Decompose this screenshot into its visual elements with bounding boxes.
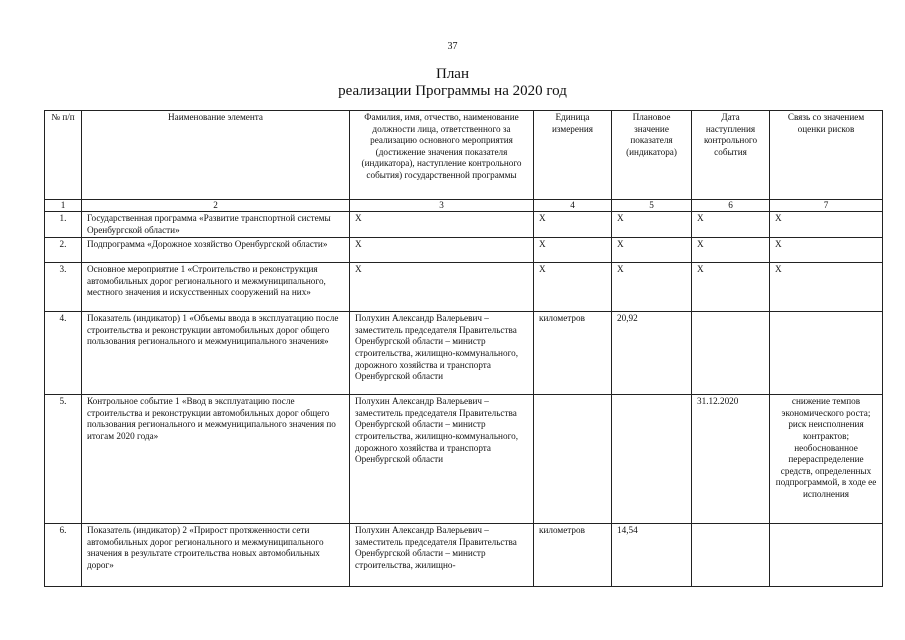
- header-planned: Плановое значение показателя (индикатора): [612, 111, 692, 200]
- header-date: Дата наступления контрольного события: [692, 111, 770, 200]
- row-date: [692, 312, 770, 395]
- row-date: Х: [692, 263, 770, 312]
- column-number: 1: [45, 200, 82, 212]
- table-row: [45, 524, 883, 587]
- row-number: 2.: [45, 238, 82, 263]
- row-name: Подпрограмма «Дорожное хозяйство Оренбургской области»: [82, 238, 350, 263]
- column-number-row: [45, 200, 883, 212]
- header-name: Наименование элемента: [82, 111, 350, 200]
- row-risk: Х: [770, 263, 883, 312]
- table-row: [45, 212, 883, 238]
- table-header-row: [45, 111, 883, 200]
- header-responsible: Фамилия, имя, отчество, наименование должности лица, ответственного за реализацию основного мероприятия (достижение значения показателя (индикатора), наступление контрольного события) государственной программы: [350, 111, 534, 200]
- row-responsible: Полухин Александр Валерьевич – заместитель председателя Правительства Оренбургской области – министр строительства, жилищно-: [350, 524, 534, 587]
- row-name: Контрольное событие 1 «Ввод в эксплуатацию после строительства и реконструкции автомобильных дорог общего пользования регионального и межмуниципального значения по итогам 2020 года»: [82, 395, 350, 524]
- header-num: № п/п: [45, 111, 82, 200]
- plan-table: [44, 110, 883, 587]
- page-number: 37: [447, 41, 458, 52]
- row-responsible: Полухин Александр Валерьевич – заместитель председателя Правительства Оренбургской области – министр строительства, жилищно-коммунального, дорожного хозяйства и транспорта Оренбургской области: [350, 312, 534, 395]
- row-planned: 20,92: [612, 312, 692, 395]
- header-unit: Единица измерения: [534, 111, 612, 200]
- table-row: [45, 238, 883, 263]
- row-unit: Х: [534, 212, 612, 238]
- row-planned: Х: [612, 238, 692, 263]
- row-risk: снижение темпов экономического роста; риск неисполнения контрактов; необоснованное перераспределение средств, определенных подпрограммой, в ходе ее исполнения: [770, 395, 883, 524]
- row-number: 1.: [45, 212, 82, 238]
- table-row: [45, 395, 883, 524]
- row-responsible: Х: [350, 238, 534, 263]
- row-number: 4.: [45, 312, 82, 395]
- row-unit: километров: [534, 524, 612, 587]
- column-number: 3: [350, 200, 534, 212]
- column-number: 6: [692, 200, 770, 212]
- row-date: 31.12.2020: [692, 395, 770, 524]
- row-risk: Х: [770, 212, 883, 238]
- table-row: [45, 312, 883, 395]
- header-risk: Связь со значением оценки рисков: [770, 111, 883, 200]
- column-number: 5: [612, 200, 692, 212]
- title-line-1: План: [435, 66, 469, 82]
- row-planned: Х: [612, 263, 692, 312]
- page-title: [0, 66, 905, 100]
- row-risk: [770, 312, 883, 395]
- row-date: Х: [692, 238, 770, 263]
- row-planned: [612, 395, 692, 524]
- column-number: 2: [82, 200, 350, 212]
- row-number: 6.: [45, 524, 82, 587]
- title-line-2: реализации Программы на 2020 год: [338, 83, 567, 99]
- row-name: Показатель (индикатор) 1 «Объемы ввода в эксплуатацию после строительства и реконструкции автомобильных дорог общего пользования регионального и межмуниципального значения»: [82, 312, 350, 395]
- column-number: 7: [770, 200, 883, 212]
- row-name: Основное мероприятие 1 «Строительство и реконструкция автомобильных дорог регионального и межмуниципального, местного значения и искусственных сооружений на них»: [82, 263, 350, 312]
- row-name: Государственная программа «Развитие транспортной системы Оренбургской области»: [82, 212, 350, 238]
- row-unit: километров: [534, 312, 612, 395]
- row-responsible: Х: [350, 263, 534, 312]
- row-name: Показатель (индикатор) 2 «Прирост протяженности сети автомобильных дорог регионального и межмуниципального значения в результате строительства новых автомобильных дорог»: [82, 524, 350, 587]
- column-number: 4: [534, 200, 612, 212]
- row-responsible: Полухин Александр Валерьевич – заместитель председателя Правительства Оренбургской области – министр строительства, жилищно-коммунального, дорожного хозяйства и транспорта Оренбургской области: [350, 395, 534, 524]
- row-number: 3.: [45, 263, 82, 312]
- row-number: 5.: [45, 395, 82, 524]
- row-planned: 14,54: [612, 524, 692, 587]
- row-unit: Х: [534, 238, 612, 263]
- row-unit: Х: [534, 263, 612, 312]
- row-risk: Х: [770, 238, 883, 263]
- row-date: [692, 524, 770, 587]
- row-date: Х: [692, 212, 770, 238]
- table-row: [45, 263, 883, 312]
- row-responsible: Х: [350, 212, 534, 238]
- row-planned: Х: [612, 212, 692, 238]
- row-unit: [534, 395, 612, 524]
- row-risk: [770, 524, 883, 587]
